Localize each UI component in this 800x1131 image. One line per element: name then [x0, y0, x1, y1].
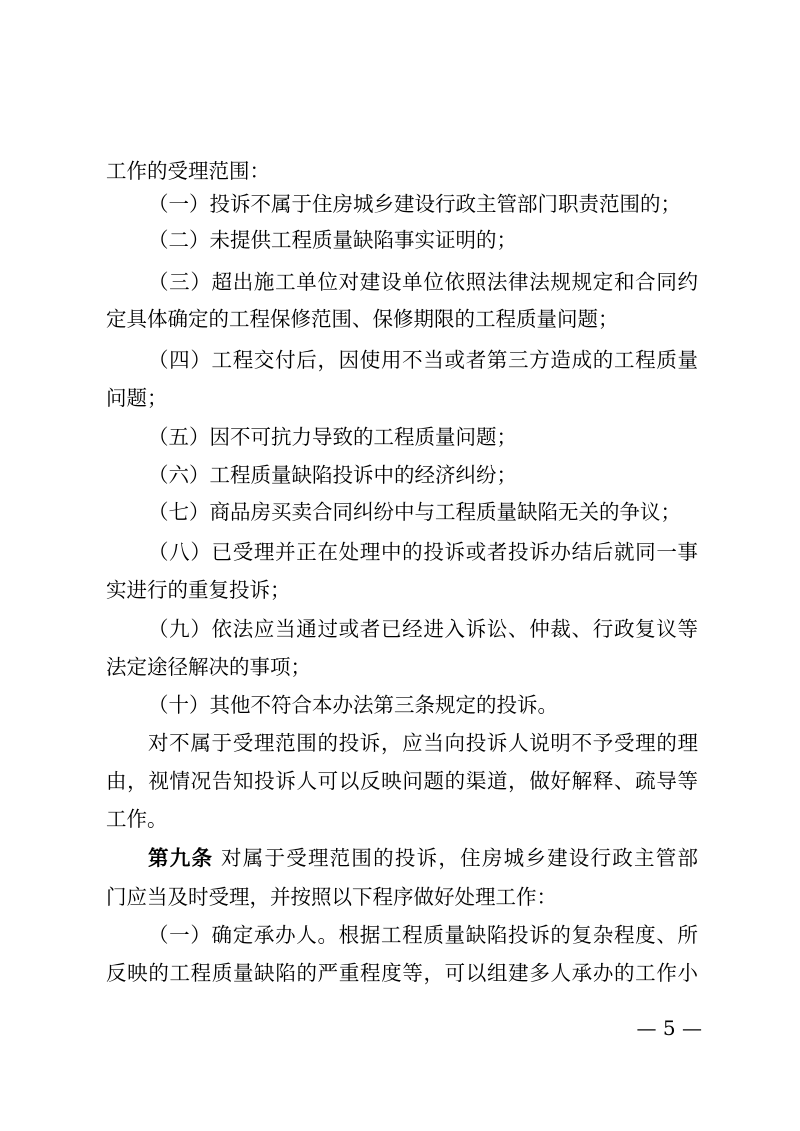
article-text: 对属于受理范围的投诉，住房城乡建设行政主管部 [220, 846, 698, 870]
text-line: 法定途径解决的事项； [106, 655, 311, 679]
text-line: 实进行的重复投诉； [106, 578, 291, 602]
paragraph-line: 由，视情况告知投诉人可以反映问题的渠道，做好解释、疏导等 [106, 769, 698, 793]
article-label: 第九条 [148, 846, 214, 870]
paragraph-line: 对不属于受理范围的投诉，应当向投诉人说明不予受理的理 [148, 731, 698, 755]
text-line: 问题； [106, 386, 168, 410]
paragraph-line: 反映的工程质量缺陷的严重程度等，可以组建多人承办的工作小 [106, 961, 698, 985]
article-nine-heading-line [148, 838, 698, 878]
list-item: （九）依法应当通过或者已经进入诉讼、仲裁、行政复议等 [148, 617, 698, 641]
list-item: （六）工程质量缺陷投诉中的经济纠纷； [148, 463, 517, 487]
paragraph-line: 工作。 [106, 807, 168, 831]
list-item: （一）确定承办人。根据工程质量缺陷投诉的复杂程度、所 [148, 923, 698, 947]
list-item: （十）其他不符合本办法第三条规定的投诉。 [148, 693, 558, 717]
list-item: （二）未提供工程质量缺陷事实证明的； [148, 228, 517, 252]
text-line: 定具体确定的工程保修范围、保修期限的工程质量问题； [106, 307, 619, 331]
list-item: （八）已受理并正在处理中的投诉或者投诉办结后就同一事 [148, 540, 698, 564]
list-item: （三）超出施工单位对建设单位依照法律法规规定和合同约 [148, 270, 698, 294]
list-item: （七）商品房买卖合同纠纷中与工程质量缺陷无关的争议； [148, 500, 681, 524]
paragraph-line: 门应当及时受理，并按照以下程序做好处理工作： [106, 885, 557, 909]
list-item: （四）工程交付后，因使用不当或者第三方造成的工程质量 [148, 348, 698, 372]
list-item: （五）因不可抗力导致的工程质量问题； [148, 425, 517, 449]
list-item: （一）投诉不属于住房城乡建设行政主管部门职责范围的； [148, 192, 681, 216]
text-line: 工作的受理范围： [106, 159, 270, 183]
page-number: — 5 — [636, 1016, 702, 1040]
